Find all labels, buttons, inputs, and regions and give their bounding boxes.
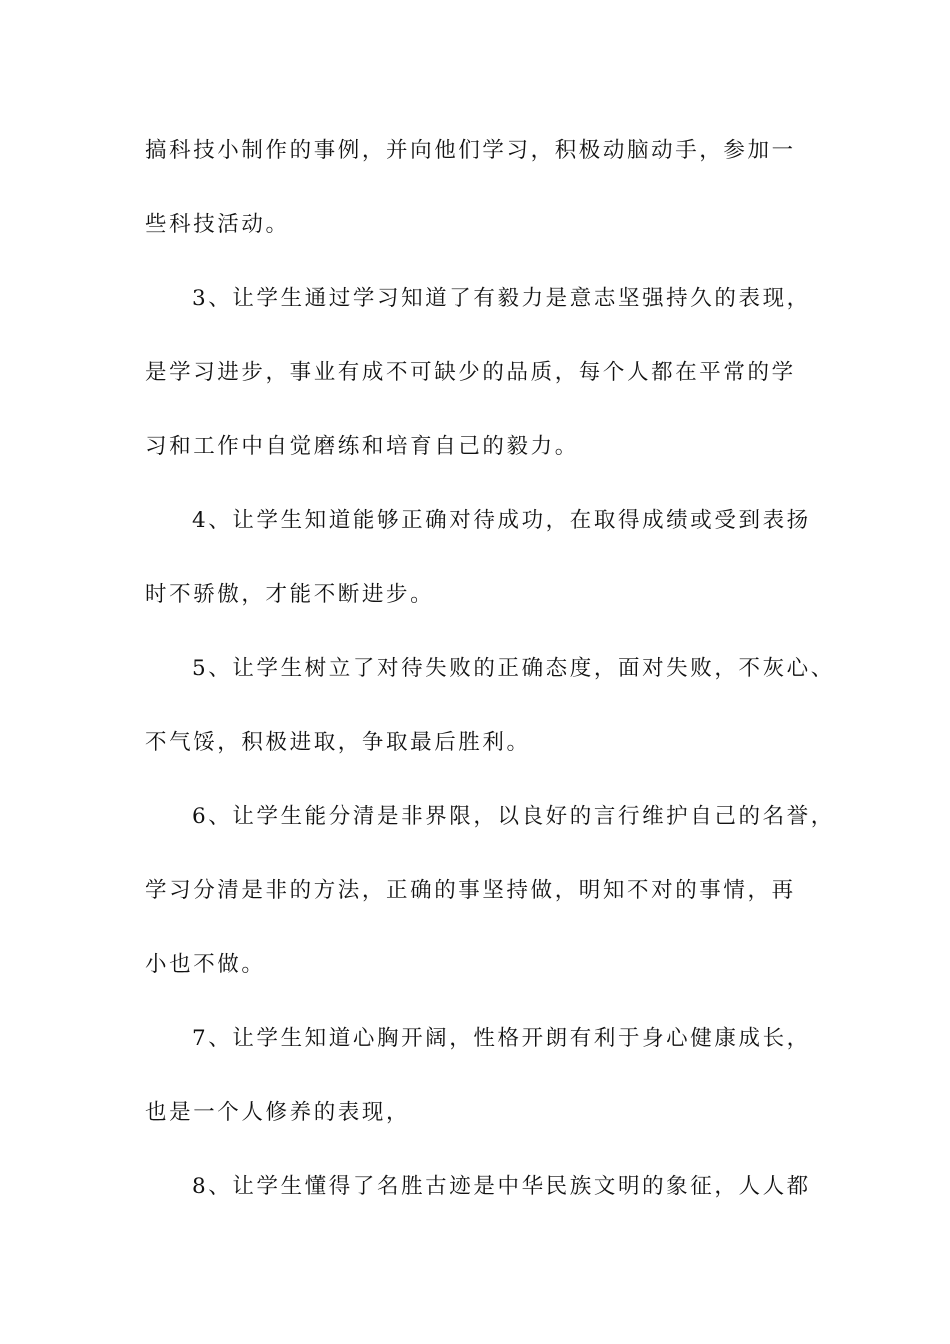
text-line: 学习分清是非的方法，正确的事坚持做，明知不对的事情，再 bbox=[145, 878, 796, 903]
text-line: 4、让学生知道能够正确对待成功，在取得成绩或受到表扬 bbox=[192, 508, 811, 533]
text-line: 搞科技小制作的事例，并向他们学习，积极动脑动手，参加一 bbox=[145, 138, 796, 163]
text-line: 6、让学生能分清是非界限，以良好的言行维护自己的名誉， bbox=[192, 804, 835, 829]
text-line: 小也不做。 bbox=[145, 952, 266, 977]
text-line: 时不骄傲，才能不断进步。 bbox=[145, 582, 435, 607]
text-line: 习和工作中自觉磨练和培育自己的毅力。 bbox=[145, 434, 579, 459]
text-line: 8、让学生懂得了名胜古迹是中华民族文明的象征，人人都 bbox=[192, 1174, 811, 1199]
text-line: 也是一个人修养的表现， bbox=[145, 1100, 411, 1125]
text-line: 些科技活动。 bbox=[145, 212, 290, 237]
text-line: 是学习进步，事业有成不可缺少的品质，每个人都在平常的学 bbox=[145, 360, 796, 385]
text-line: 不气馁，积极进取，争取最后胜利。 bbox=[145, 730, 531, 755]
text-line: 5、让学生树立了对待失败的正确态度，面对失败，不灰心、 bbox=[192, 656, 835, 681]
text-line: 7、让学生知道心胸开阔，性格开朗有利于身心健康成长， bbox=[192, 1026, 811, 1051]
text-line: 3、让学生通过学习知道了有毅力是意志坚强持久的表现， bbox=[192, 286, 811, 311]
